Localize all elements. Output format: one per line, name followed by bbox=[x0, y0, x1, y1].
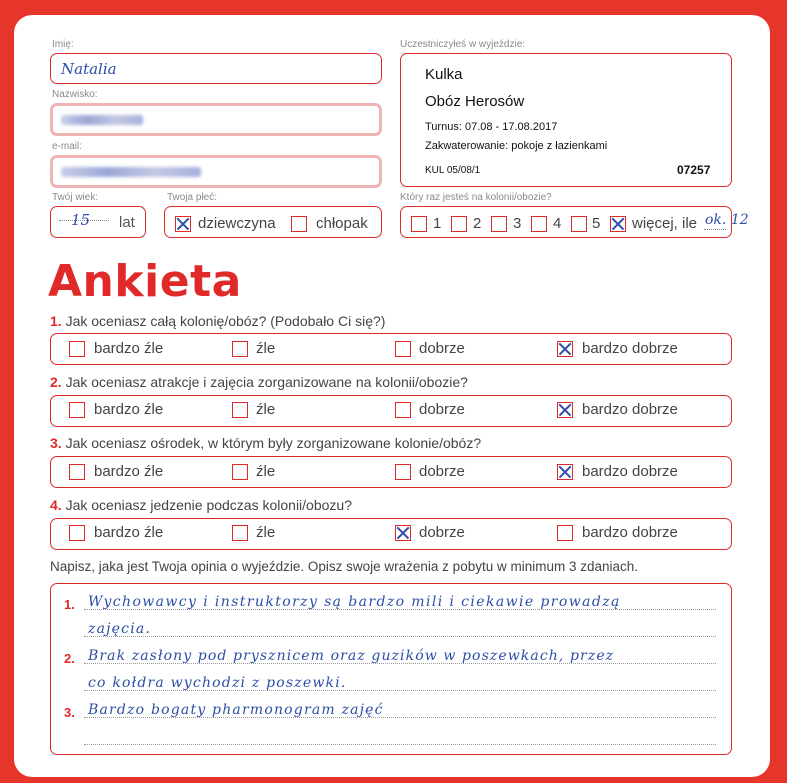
q4-zle-label: źle bbox=[256, 524, 276, 541]
q3-dobrze-label: dobrze bbox=[419, 463, 465, 480]
email-redacted bbox=[61, 167, 201, 177]
name-value: Natalia bbox=[61, 60, 117, 78]
age-label: Twój wiek: bbox=[52, 192, 99, 203]
q1-bardzo-zle-checkbox[interactable] bbox=[69, 341, 85, 357]
times-3-label: 3 bbox=[513, 215, 522, 232]
q3-zle-checkbox[interactable] bbox=[232, 464, 248, 480]
q2-bardzo-dobrze-label: bardzo dobrze bbox=[582, 401, 678, 418]
opinion-line-1: Wychowawcy i instruktorzy są bardzo mili i ciekawie prowadzą bbox=[88, 594, 621, 610]
times-5-checkbox[interactable] bbox=[571, 216, 587, 232]
accommodation-label: Zakwaterowanie: bbox=[425, 140, 509, 152]
survey-title: Ankieta bbox=[48, 256, 242, 307]
times-more-checkbox[interactable] bbox=[610, 216, 626, 232]
q4-number: 4. bbox=[50, 497, 62, 513]
q2-zle-checkbox[interactable] bbox=[232, 402, 248, 418]
q3-bardzo-dobrze-checkbox[interactable] bbox=[557, 464, 573, 480]
name-field[interactable] bbox=[50, 53, 382, 84]
q1-bardzo-dobrze-checkbox[interactable] bbox=[557, 341, 573, 357]
gender-male-checkbox[interactable] bbox=[291, 216, 307, 232]
q4-bardzo-dobrze-checkbox[interactable] bbox=[557, 525, 573, 541]
q3-bardzo-dobrze-label: bardzo dobrze bbox=[582, 463, 678, 480]
trip-camp: Obóz Herosów bbox=[425, 93, 525, 110]
q2-dobrze-label: dobrze bbox=[419, 401, 465, 418]
opinion-line-2: zajęcia. bbox=[88, 621, 152, 637]
times-more-value: ok. 12 bbox=[705, 212, 749, 228]
times-2-checkbox[interactable] bbox=[451, 216, 467, 232]
q2-number: 2. bbox=[50, 374, 62, 390]
surname-field[interactable] bbox=[50, 103, 382, 136]
times-label: Który raz jesteś na kolonii/obozie? bbox=[400, 192, 552, 203]
times-5-label: 5 bbox=[592, 215, 601, 232]
q1-zle-checkbox[interactable] bbox=[232, 341, 248, 357]
surname-redacted bbox=[61, 115, 143, 125]
q3-bardzo-zle-label: bardzo źle bbox=[94, 463, 164, 480]
name-label: Imię: bbox=[52, 39, 74, 50]
times-1-label: 1 bbox=[433, 215, 442, 232]
q3-zle-label: źle bbox=[256, 463, 276, 480]
accommodation-value: pokoje z łazienkami bbox=[511, 140, 608, 152]
q4-bardzo-zle-checkbox[interactable] bbox=[69, 525, 85, 541]
opinion-line-5: Bardzo bogaty pharmonogram zajęć bbox=[88, 702, 384, 718]
surname-label: Nazwisko: bbox=[52, 89, 98, 100]
q2-zle-label: źle bbox=[256, 401, 276, 418]
q4-text: Jak oceniasz jedzenie podczas kolonii/obozu? bbox=[65, 497, 352, 513]
email-label: e-mail: bbox=[52, 141, 83, 152]
age-value: 15 bbox=[71, 211, 91, 229]
turnus-label: Turnus: bbox=[425, 121, 462, 133]
q1-bardzo-zle-label: bardzo źle bbox=[94, 340, 164, 357]
q1-number: 1. bbox=[50, 313, 62, 329]
opinion-number-2: 2. bbox=[64, 651, 75, 666]
q4-bardzo-zle-label: bardzo źle bbox=[94, 524, 164, 541]
opinion-number-3: 3. bbox=[64, 705, 75, 720]
q1-text: Jak oceniasz całą kolonię/obóz? (Podobało Ci się?) bbox=[65, 313, 386, 329]
trip-name: Kulka bbox=[425, 66, 463, 83]
gender-female-label: dziewczyna bbox=[198, 215, 276, 232]
times-3-checkbox[interactable] bbox=[491, 216, 507, 232]
trip-label: Uczestniczyłeś w wyjeździe: bbox=[400, 39, 526, 50]
q1-bardzo-dobrze-label: bardzo dobrze bbox=[582, 340, 678, 357]
trip-info-box bbox=[400, 53, 732, 187]
gender-label: Twoja płeć: bbox=[167, 192, 218, 203]
gender-male-label: chłopak bbox=[316, 215, 368, 232]
q4-zle-checkbox[interactable] bbox=[232, 525, 248, 541]
trip-code: KUL 05/08/1 bbox=[425, 165, 481, 176]
opinion-line-4: co kołdra wychodzi z poszewki. bbox=[88, 675, 347, 691]
q4-bardzo-dobrze-label: bardzo dobrze bbox=[582, 524, 678, 541]
q2-dobrze-checkbox[interactable] bbox=[395, 402, 411, 418]
times-4-label: 4 bbox=[553, 215, 562, 232]
q1-dobrze-label: dobrze bbox=[419, 340, 465, 357]
times-4-checkbox[interactable] bbox=[531, 216, 547, 232]
trip-number: 07257 bbox=[677, 163, 711, 177]
q2-text: Jak oceniasz atrakcje i zajęcia zorganizowane na kolonii/obozie? bbox=[65, 374, 468, 390]
turnus-value: 07.08 - 17.08.2017 bbox=[464, 121, 558, 133]
q3-text: Jak oceniasz ośrodek, w którym były zorganizowane kolonie/obóz? bbox=[65, 435, 482, 451]
q2-bardzo-zle-label: bardzo źle bbox=[94, 401, 164, 418]
q1-zle-label: źle bbox=[256, 340, 276, 357]
opinion-line-3: Brak zasłony pod prysznicem oraz guzików w poszewkach, przez bbox=[88, 648, 615, 664]
q3-bardzo-zle-checkbox[interactable] bbox=[69, 464, 85, 480]
times-1-checkbox[interactable] bbox=[411, 216, 427, 232]
q2-bardzo-zle-checkbox[interactable] bbox=[69, 402, 85, 418]
q3-dobrze-checkbox[interactable] bbox=[395, 464, 411, 480]
opinion-prompt: Napisz, jaka jest Twoja opinia o wyjeździe. Opisz swoje wrażenia z pobytu w minimum 3 zdaniach. bbox=[50, 559, 639, 574]
q4-dobrze-label: dobrze bbox=[419, 524, 465, 541]
opinion-number-1: 1. bbox=[64, 597, 75, 612]
q1-dobrze-checkbox[interactable] bbox=[395, 341, 411, 357]
q3-number: 3. bbox=[50, 435, 62, 451]
age-unit: lat bbox=[119, 214, 135, 231]
times-2-label: 2 bbox=[473, 215, 482, 232]
email-field[interactable] bbox=[50, 155, 382, 188]
q4-dobrze-checkbox[interactable] bbox=[395, 525, 411, 541]
times-more-label: więcej, ile bbox=[632, 215, 698, 232]
age-field[interactable] bbox=[50, 206, 146, 238]
gender-female-checkbox[interactable] bbox=[175, 216, 191, 232]
q2-bardzo-dobrze-checkbox[interactable] bbox=[557, 402, 573, 418]
